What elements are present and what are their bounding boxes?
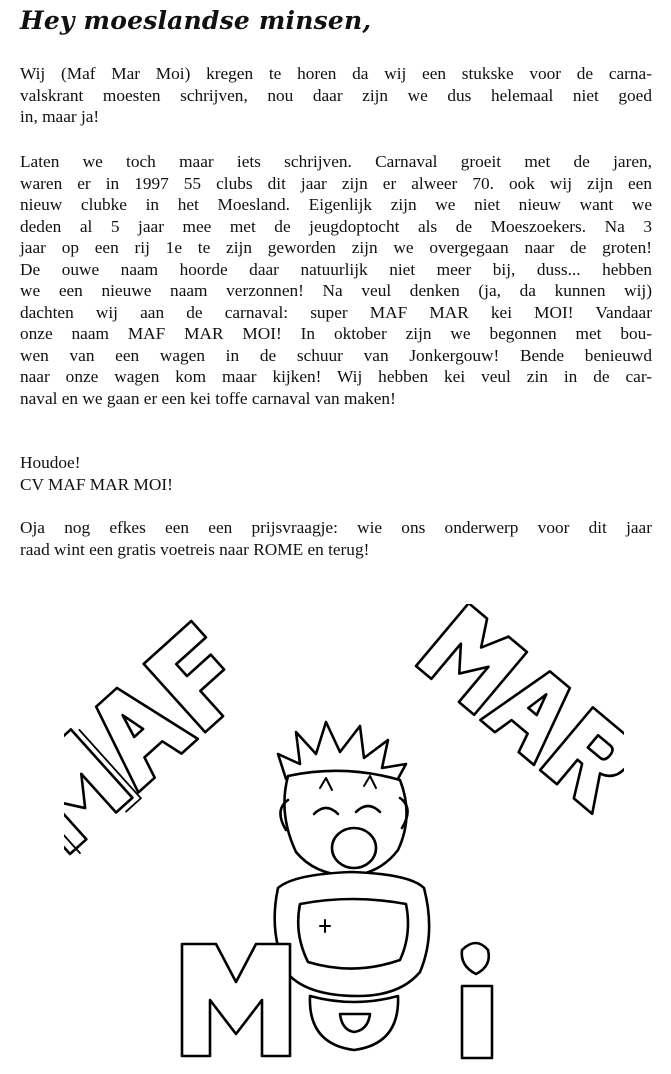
logo-word-maf	[64, 621, 257, 858]
closing	[20, 452, 652, 495]
logo-word-mar	[416, 604, 624, 814]
maf-mar-moi-logo	[64, 604, 624, 1066]
text-line: naar onze wagen kom maar kijken! Wij hebben kei veul zin in de car-	[20, 367, 652, 386]
text-line: De ouwe naam hoorde daar natuurlijk niet meer bij, duss... hebben	[20, 259, 652, 279]
text-line: waren er in 1997 55 clubs dit jaar zijn er alweer 70. ook wij zijn een	[20, 173, 652, 193]
text-line: Laten we toch maar iets schrijven. Carnaval groeit met de jaren,	[20, 152, 652, 171]
text-line: naval en we gaan er een kei toffe carnaval van maken!	[20, 388, 396, 408]
logo-face	[275, 722, 429, 996]
text-line: we een nieuwe naam verzonnen! Na veul denken (ja, da kunnen wij)	[20, 281, 652, 300]
text-line: wen van een wagen in de schuur van Jonkergouw! Bende benieuwd	[20, 345, 652, 365]
text-line: deden al 5 jaar mee met de jeugdoptocht als de Moeszoekers. Na 3	[20, 216, 652, 236]
closing-signature: CV MAF MAR MOI!	[20, 474, 173, 494]
text-line: jaar op een rij 1e te zijn geworden zijn we overgegaan naar de groten!	[20, 238, 652, 257]
text-line: dachten wij aan de carnaval: super MAF MAR kei MOI! Vandaar	[20, 302, 652, 322]
text-line: Wij (Maf Mar Moi) kregen te horen da wij een stukske voor de carna-	[20, 64, 652, 83]
text-line: raad wint een gratis voetreis naar ROME en terug!	[20, 539, 370, 559]
paragraph-intro	[20, 63, 652, 128]
paragraph-story	[20, 151, 652, 409]
closing-greeting: Houdoe!	[20, 453, 81, 472]
text-line: Oja nog efkes een een prijsvraagje: wie ons onderwerp voor dit jaar	[20, 518, 652, 537]
text-line: in, maar ja!	[20, 107, 100, 126]
text-line: onze naam MAF MAR MOI! In oktober zijn we begonnen met bou-	[20, 324, 652, 343]
text-line: nieuw clubke in het Moesland. Eigenlijk zijn we niet nieuw want we	[20, 195, 652, 214]
letter-heading: Hey moeslandse minsen,	[20, 6, 372, 35]
paragraph-quiz	[20, 517, 652, 560]
text-line: valskrant moesten schrijven, nou daar zijn we dus helemaal niet goed	[20, 85, 652, 105]
